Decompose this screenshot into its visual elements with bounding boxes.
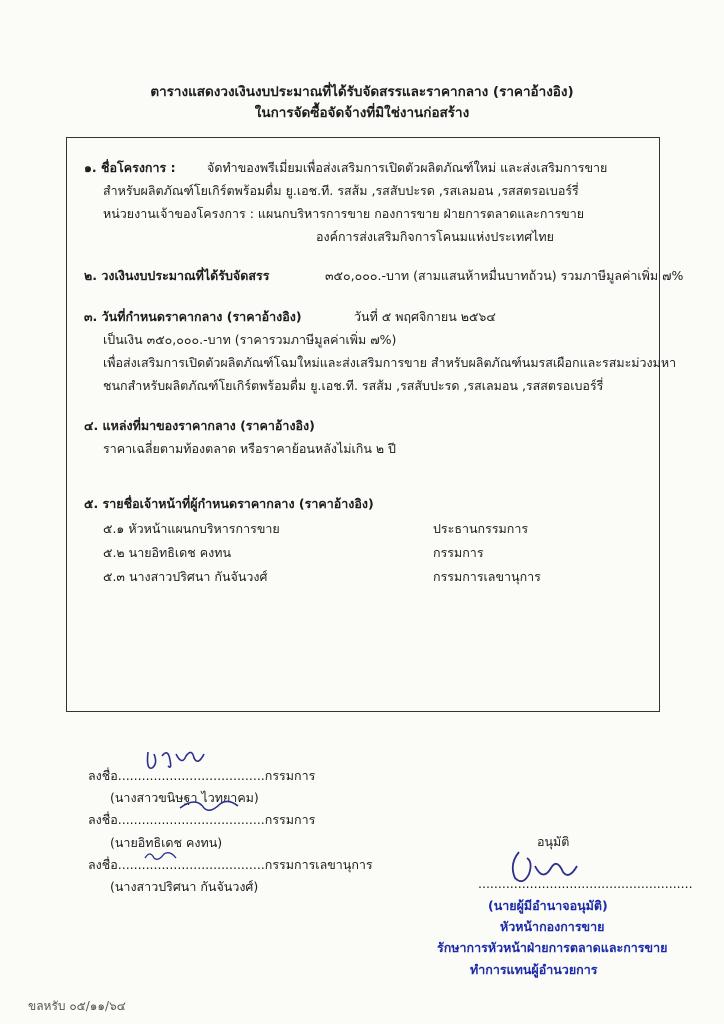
document-subtitle: ในการจัดซื้อจัดจ้างที่มิใช่งานก่อสร้าง [254, 105, 470, 121]
s4-label: ๔. แหล่งที่มาของราคากลาง (ราคาอ้างอิง) [84, 418, 315, 433]
s2-label: ๒. วงเงินงบประมาณที่ได้รับจัดสรร [84, 268, 270, 283]
committee-member-role: ประธานกรรมการ [433, 521, 529, 536]
s1-project-name-cont: สำหรับผลิตภัณฑ์โยเกิร์ตพร้อมดื่ม ยู.เอช.ที. รสส้ม ,รสสับปะรด ,รสเลมอน ,รสสตรอเบอร์รี่ [103, 183, 579, 198]
handwritten-footer-note: ขลหรับ ๐๕/๑๑/๖๔ [28, 999, 126, 1013]
committee-member-role: กรรมการ [433, 545, 484, 560]
signature-1-name: (นางสาวขนิษฐา ไวทยาคม) [110, 790, 259, 805]
committee-member-name: ๕.๒ นายอิทธิเดช คงทน [103, 545, 232, 560]
s3-amount: เป็นเงิน ๓๕๐,๐๐๐.-บาท (ราคารวมภาษีมูลค่าเพิ่ม ๗%) [103, 332, 397, 347]
s4-source: ราคาเฉลี่ยตามท้องตลาด หรือราคาย้อนหลังไม่เกิน ๒ ปี [103, 441, 396, 456]
signature-3-name: (นางสาวปริศนา กันจันวงศ์) [110, 879, 259, 894]
approval-dotted-line: ...................................................... [478, 876, 693, 891]
s3-desc: เพื่อส่งเสริมการเปิดตัวผลิตภัณฑ์โฉมใหม่และส่งเสริมการขาย สำหรับผลิตภัณฑ์นมรสเผือกและรสมะม่วงมหา [103, 355, 677, 370]
s5-label: ๕. รายชื่อเจ้าหน้าที่ผู้กำหนดราคากลาง (ราคาอ้างอิง) [84, 496, 374, 511]
s1-unit-cont: องค์การส่งเสริมกิจการโคนมแห่งประเทศไทย [316, 229, 554, 244]
approver-name: (นายผู้มีอำนาจอนุมัติ) [488, 898, 608, 913]
committee-member-name: ๕.๑ หัวหน้าแผนกบริหารการขาย [103, 521, 280, 536]
s3-date: วันที่ ๕ พฤศจิกายน ๒๕๖๔ [354, 309, 496, 324]
signature-2-line: ลงชื่อ.....................................กรรมการ [88, 812, 316, 827]
s3-label: ๓. วันที่กำหนดราคากลาง (ราคาอ้างอิง) [84, 309, 302, 324]
document-title: ตารางแสดงวงเงินงบประมาณที่ได้รับจัดสรรและราคากลาง (ราคาอ้างอิง) [150, 84, 574, 100]
approval-title: อนุมัติ [537, 834, 570, 849]
s1-unit: หน่วยงานเจ้าของโครงการ : แผนกบริหารการขาย กองการขาย ฝ่ายการตลาดและการขาย [103, 206, 585, 221]
s3-desc-cont: ชนกสำหรับผลิตภัณฑ์โยเกิร์ตพร้อมดื่ม ยู.เอช.ที. รสส้ม ,รสสับปะรด ,รสเลมอน ,รสสตรอเบอร์รี่ [103, 378, 604, 393]
signature-1-line: ลงชื่อ.....................................กรรมการ [88, 768, 316, 783]
s1-label: ๑. ชื่อโครงการ : [84, 160, 176, 175]
approver-position: หัวหน้ากองการขาย [500, 919, 605, 934]
s1-project-name: จัดทำของพรีเมี่ยมเพื่อส่งเสริมการเปิดตัวผลิตภัณฑ์ใหม่ และส่งเสริมการขาย [207, 160, 608, 175]
committee-member-role: กรรมการเลขานุการ [433, 569, 541, 584]
approver-acting-position: รักษาการหัวหน้าฝ่ายการตลาดและการขาย [437, 940, 668, 955]
s2-budget: ๓๕๐,๐๐๐.-บาท (สามแสนห้าหมื่นบาทถ้วน) รวมภาษีมูลค่าเพิ่ม ๗% [325, 268, 684, 283]
signature-3-line: ลงชื่อ.....................................กรรมการเลขานุการ [88, 857, 373, 872]
approver-acting-for: ทำการแทนผู้อำนวยการ [470, 962, 598, 977]
signature-2-name: (นายอิทธิเดช คงทน) [110, 835, 223, 850]
committee-member-name: ๕.๓ นางสาวปริศนา กันจันวงศ์ [103, 569, 268, 584]
